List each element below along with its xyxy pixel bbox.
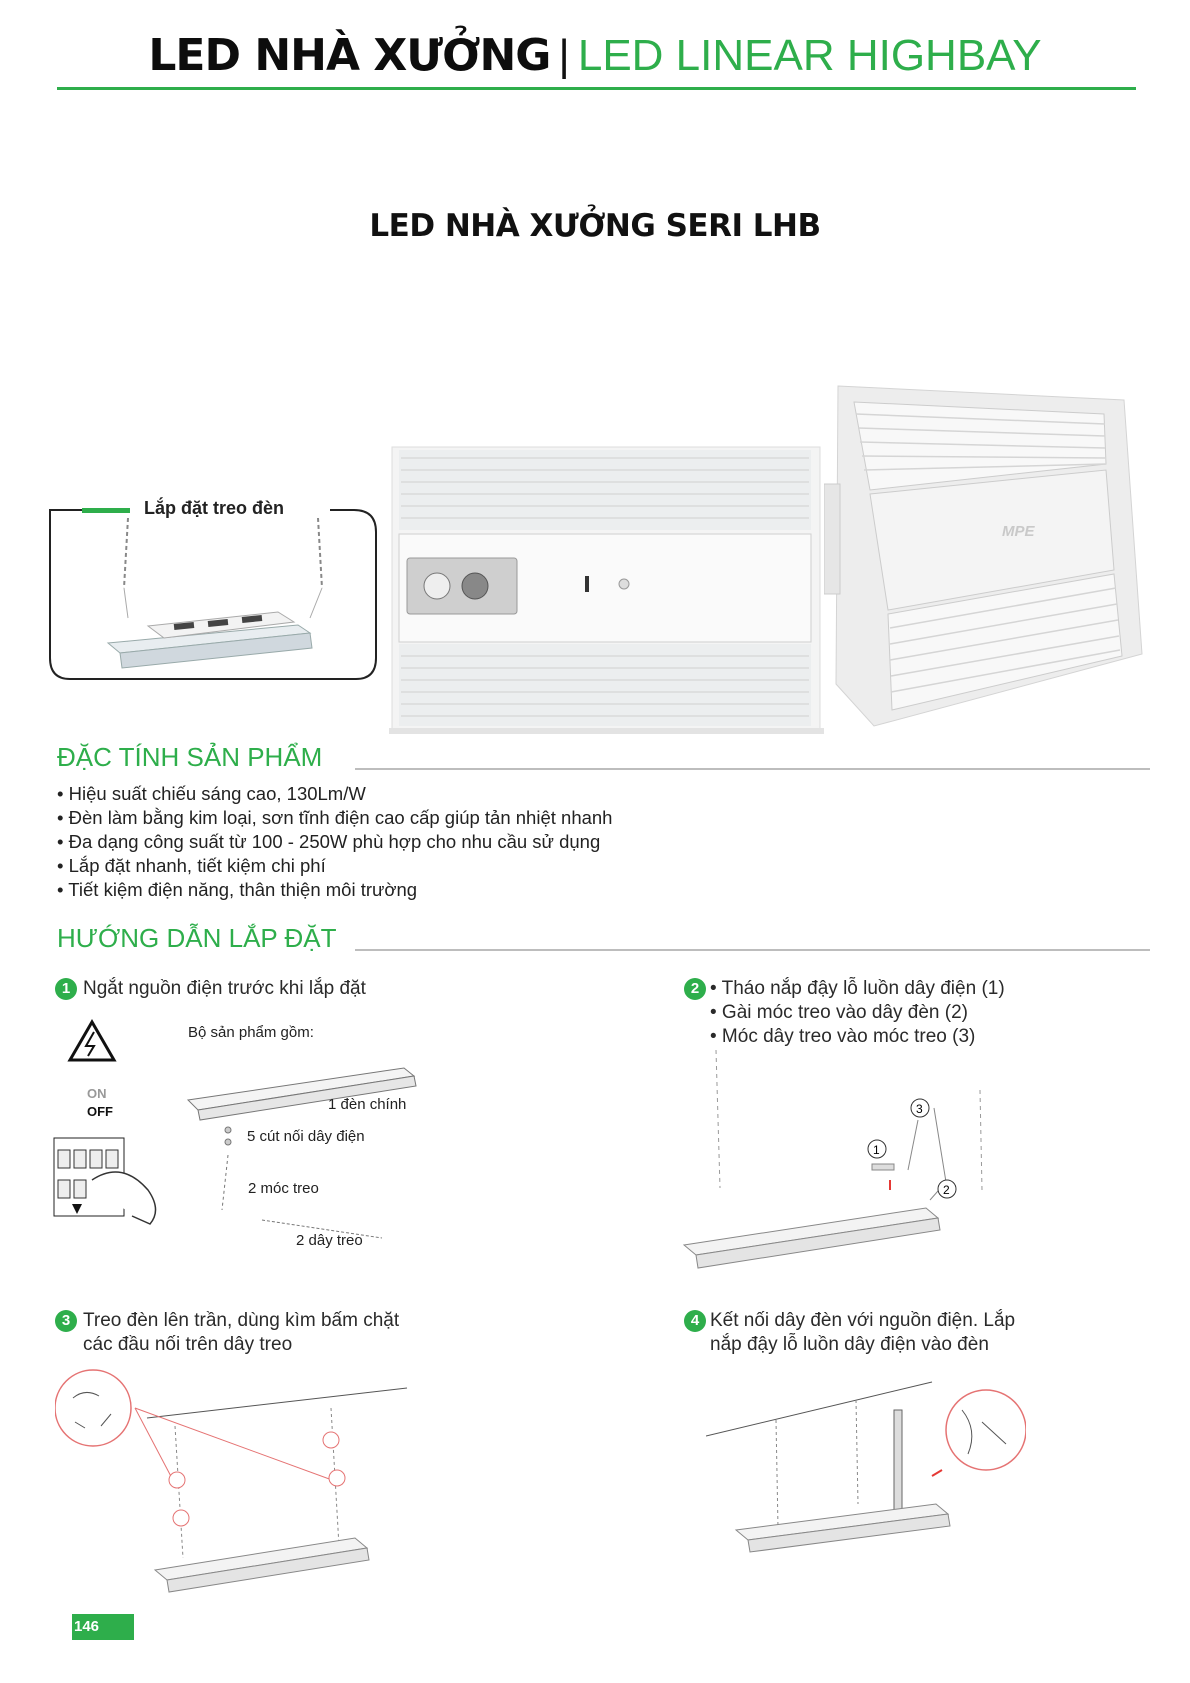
- step-2-diagram: [676, 1040, 1006, 1270]
- marker-label: 1: [873, 1143, 880, 1157]
- lamp-kit-illustration: [188, 1068, 416, 1238]
- feature-item: • Hiệu suất chiếu sáng cao, 130Lm/W: [57, 782, 612, 806]
- header-title-bold: LED NHÀ XƯỞNG: [148, 30, 551, 81]
- features-title: ĐẶC TÍNH SẢN PHẨM: [57, 742, 323, 772]
- step-3-number: 3: [55, 1310, 77, 1332]
- series-title: LED NHÀ XƯỞNG SERI LHB: [369, 208, 821, 244]
- breaker-switch-illustration: [54, 1138, 156, 1224]
- step-4-text: [710, 1309, 1015, 1357]
- feature-item: • Đa dạng công suất từ 100 - 250W phù hợp cho nhu cầu sử dụng: [57, 830, 612, 854]
- inset-fixture-illustration: [108, 612, 312, 668]
- header-separator: |: [558, 31, 570, 80]
- step-4-number: 4: [684, 1310, 706, 1332]
- inset-frame: [48, 508, 378, 681]
- step-1-line: Ngắt nguồn điện trước khi lắp đặt: [83, 978, 366, 999]
- features-divider: [355, 768, 1150, 770]
- installation-title: HƯỚNG DẪN LẮP ĐẶT: [57, 923, 337, 953]
- kit-title: Bộ sản phẩm gồm:: [188, 1024, 314, 1041]
- switch-on-label: ON: [87, 1086, 107, 1101]
- page-number: 146: [74, 1618, 100, 1635]
- marker-label: 3: [916, 1102, 923, 1116]
- product-front-view: [824, 384, 1144, 729]
- step-3-diagram: [55, 1368, 415, 1598]
- step-3-line: Treo đèn lên trần, dùng kìm bấm chặt: [83, 1310, 400, 1331]
- features-list: [57, 782, 612, 902]
- step-1-text: [83, 977, 366, 1001]
- kit-item: 2 móc treo: [248, 1180, 319, 1197]
- inset-label: Lắp đặt treo đèn: [140, 498, 288, 519]
- warning-icon: [70, 1022, 114, 1060]
- step-2-line: • Gài móc treo vào dây đèn (2): [710, 1002, 968, 1023]
- step-4-diagram: [706, 1370, 1026, 1570]
- install-inset: [48, 498, 378, 681]
- header-title: [0, 28, 1190, 84]
- step-2-line: • Móc dây treo vào móc treo (3): [710, 1026, 976, 1047]
- kit-item: 5 cút nối dây điện: [247, 1128, 365, 1145]
- marker-label: 2: [943, 1183, 950, 1197]
- kit-item: 2 dây treo: [296, 1232, 363, 1249]
- step-2-number: 2: [684, 978, 706, 1000]
- installation-divider: [355, 949, 1150, 951]
- feature-item: • Lắp đặt nhanh, tiết kiệm chi phí: [57, 854, 612, 878]
- step-1-diagram: [52, 1010, 472, 1260]
- feature-item: • Tiết kiệm điện năng, thân thiện môi trường: [57, 878, 612, 902]
- step-1-number: 1: [55, 978, 77, 1000]
- step-4-line: Kết nối dây đèn với nguồn điện. Lắp: [710, 1310, 1016, 1331]
- step-2-line: • Tháo nắp đậy lỗ luồn dây điện (1): [710, 978, 1005, 999]
- feature-item: • Đèn làm bằng kim loại, sơn tĩnh điện cao cấp giúp tản nhiệt nhanh: [57, 806, 612, 830]
- product-logo: MPE: [1002, 523, 1035, 540]
- header-divider: [57, 87, 1136, 90]
- page-header: [0, 0, 1190, 90]
- page-number-badge: [72, 1614, 134, 1640]
- kit-item: 1 đèn chính: [328, 1096, 407, 1113]
- step-3-text: [83, 1309, 399, 1357]
- header-title-light: LED LINEAR HIGHBAY: [577, 31, 1042, 80]
- step-2-text: [710, 977, 1005, 1049]
- product-back-view: [389, 444, 824, 736]
- step-3-line: các đầu nối trên dây treo: [83, 1334, 293, 1355]
- step-4-line: nắp đậy lỗ luồn dây điện vào đèn: [710, 1334, 989, 1355]
- switch-off-label: OFF: [87, 1104, 113, 1119]
